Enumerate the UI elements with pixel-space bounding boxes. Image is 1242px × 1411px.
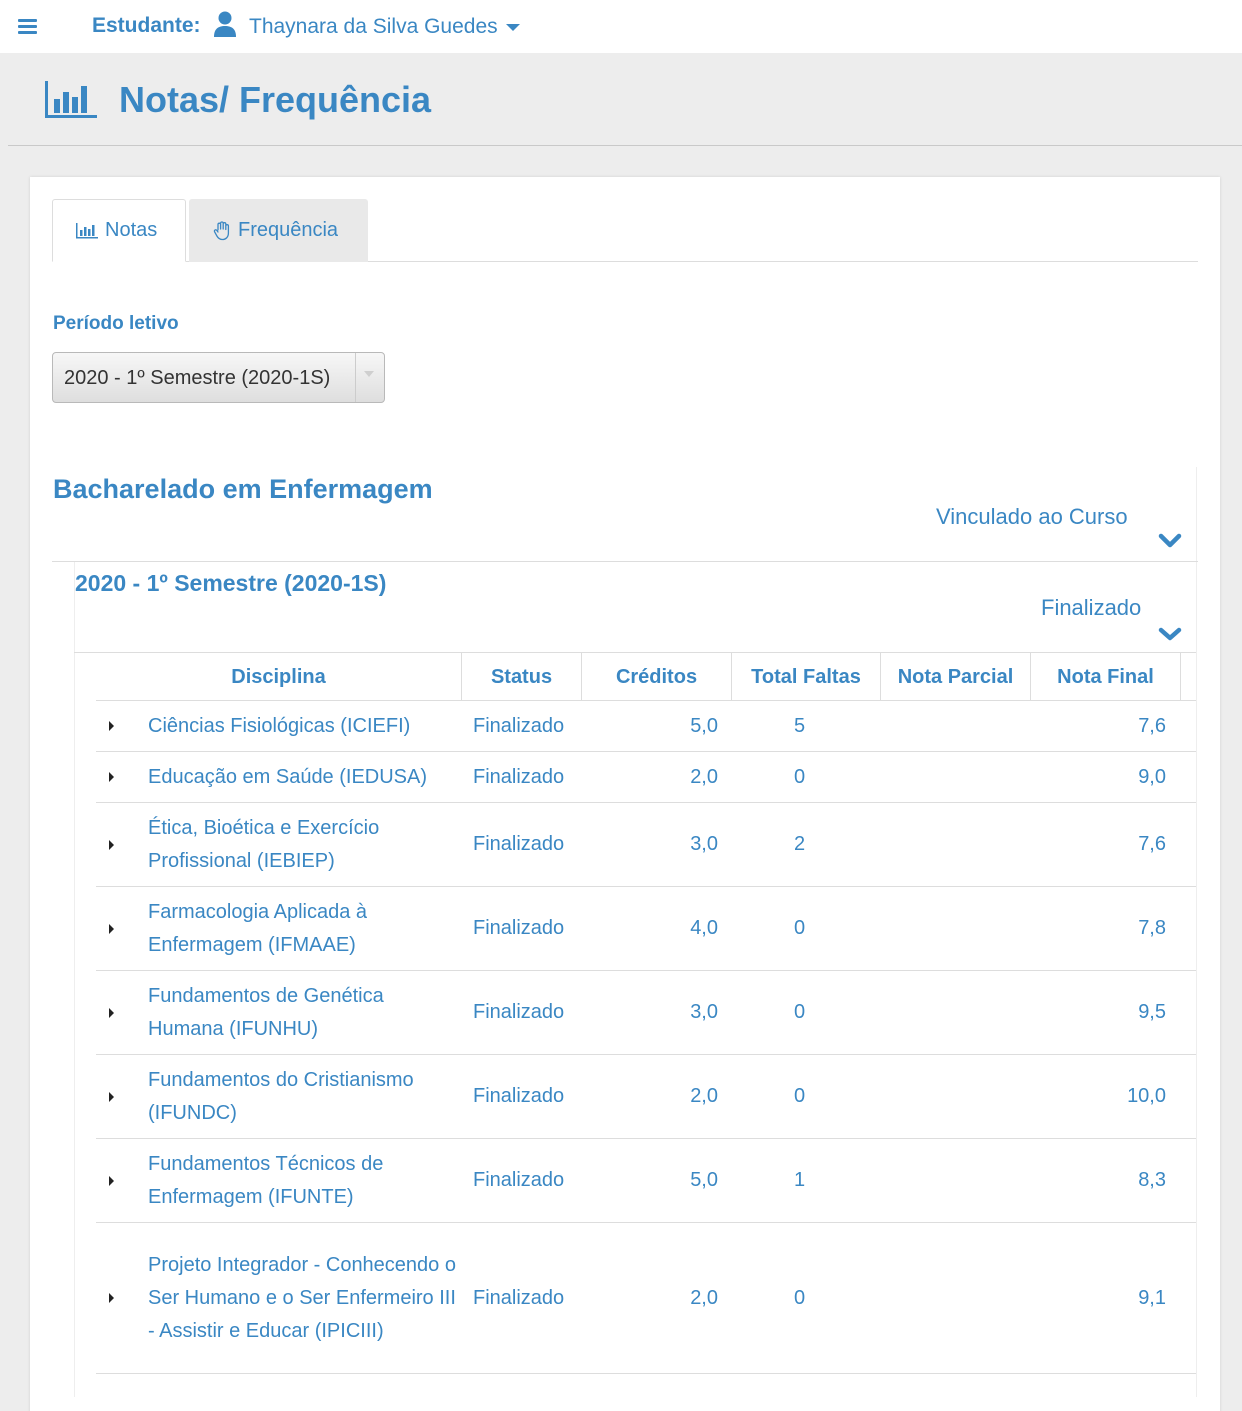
page-title: Notas/ Frequência xyxy=(119,79,432,120)
disciplina-name: Ética, Bioética e Exercício Profissional (IEBIEP) xyxy=(148,816,380,872)
table-row[interactable] xyxy=(96,752,1196,803)
tab-bar xyxy=(52,199,1198,262)
grades-table xyxy=(96,653,1196,1374)
nota-parcial-cell xyxy=(881,1055,1029,1138)
disciplina-cell xyxy=(148,887,460,970)
tab-notas-label: Notas xyxy=(105,219,158,241)
content-card xyxy=(30,177,1220,1411)
header-nota-final[interactable]: Nota Final xyxy=(1031,653,1181,701)
disciplina-cell xyxy=(148,752,460,802)
caret-right-icon[interactable] xyxy=(109,721,114,731)
nota-final-cell: 9,5 xyxy=(1138,1001,1166,1023)
caret-right-icon[interactable] xyxy=(109,1293,114,1303)
top-bar xyxy=(0,0,1242,53)
header-nota-parcial[interactable]: Nota Parcial xyxy=(881,653,1031,701)
disciplina-cell xyxy=(148,1223,460,1373)
chevron-down-icon[interactable] xyxy=(1158,533,1182,549)
bar-chart-icon xyxy=(76,223,99,239)
header-divider xyxy=(8,145,1242,146)
table-row[interactable] xyxy=(96,1055,1196,1139)
table-header xyxy=(96,653,1196,701)
disciplina-cell xyxy=(148,1139,460,1222)
faltas-cell: 0 xyxy=(793,1286,806,1309)
creditos-cell: 5,0 xyxy=(690,1169,718,1191)
faltas-cell: 0 xyxy=(793,1085,806,1107)
student-label: Estudante: xyxy=(92,14,201,37)
faltas-cell: 0 xyxy=(793,765,806,788)
nota-final-cell: 10,0 xyxy=(1127,1085,1166,1107)
disciplina-name: Fundamentos de Genética Humana (IFUNHU) xyxy=(148,984,384,1040)
periodo-letivo-label: Período letivo xyxy=(53,313,179,334)
header-creditos[interactable]: Créditos xyxy=(582,653,732,701)
nota-parcial-cell xyxy=(881,1139,1029,1222)
nota-parcial-cell xyxy=(881,701,1029,751)
status-cell: Finalizado xyxy=(473,1169,565,1191)
disciplina-cell xyxy=(148,803,460,886)
page-header xyxy=(0,53,1242,146)
nota-parcial-cell xyxy=(881,887,1029,970)
course-divider xyxy=(52,561,1198,562)
caret-right-icon[interactable] xyxy=(109,1008,114,1018)
nota-final-cell: 7,6 xyxy=(1138,833,1166,855)
caret-right-icon[interactable] xyxy=(109,840,114,850)
status-cell: Finalizado xyxy=(473,833,565,855)
user-icon xyxy=(213,11,237,38)
caret-right-icon[interactable] xyxy=(109,772,114,782)
chevron-down-icon[interactable] xyxy=(506,24,520,31)
disciplina-cell xyxy=(148,701,460,751)
table-row[interactable] xyxy=(96,971,1196,1055)
nota-final-cell: 7,8 xyxy=(1138,917,1166,939)
creditos-cell: 3,0 xyxy=(690,1001,718,1023)
expand-row-cell[interactable] xyxy=(109,887,117,970)
expand-row-cell[interactable] xyxy=(109,1223,117,1373)
table-row[interactable] xyxy=(96,803,1196,887)
nota-final-cell: 7,6 xyxy=(1138,714,1166,737)
nota-parcial-cell xyxy=(881,752,1029,802)
disciplina-cell xyxy=(148,971,460,1054)
bar-chart-icon xyxy=(44,81,98,119)
creditos-cell: 5,0 xyxy=(690,714,718,737)
course-title: Bacharelado em Enfermagem xyxy=(53,474,433,504)
expand-row-cell[interactable] xyxy=(109,1139,117,1222)
header-disciplina[interactable]: Disciplina xyxy=(96,653,462,701)
student-name-dropdown[interactable]: Thaynara da Silva Guedes xyxy=(249,15,498,38)
table-body xyxy=(96,701,1196,1374)
nota-final-cell: 8,3 xyxy=(1138,1169,1166,1191)
disciplina-name: Farmacologia Aplicada à Enfermagem (IFMAAE) xyxy=(148,900,368,956)
creditos-cell: 2,0 xyxy=(690,1085,718,1107)
chevron-down-icon[interactable] xyxy=(1158,627,1182,642)
semester-box-border xyxy=(74,562,75,1397)
expand-row-cell[interactable] xyxy=(109,803,117,886)
faltas-cell: 1 xyxy=(793,1169,806,1191)
status-cell: Finalizado xyxy=(473,1085,565,1107)
tab-notas[interactable] xyxy=(52,199,186,262)
faltas-cell: 5 xyxy=(793,714,806,737)
periodo-letivo-value: 2020 - 1º Semestre (2020-1S) xyxy=(64,367,331,389)
hamburger-icon[interactable] xyxy=(18,19,37,35)
header-status[interactable]: Status xyxy=(462,653,582,701)
disciplina-name: Fundamentos Técnicos de Enfermagem (IFUNTE) xyxy=(148,1152,384,1208)
disciplina-name: Ciências Fisiológicas (ICIEFI) xyxy=(148,714,411,737)
table-row[interactable] xyxy=(96,1139,1196,1223)
disciplina-name: Projeto Integrador - Conhecendo o Ser Humano e o Ser Enfermeiro III - Assistir e Educar (IPICIII) xyxy=(148,1253,456,1342)
status-cell: Finalizado xyxy=(473,714,565,737)
disciplina-name: Educação em Saúde (IEDUSA) xyxy=(148,765,428,788)
course-status: Vinculado ao Curso xyxy=(936,504,1128,529)
nota-final-cell: 9,0 xyxy=(1138,765,1166,788)
disciplina-cell xyxy=(148,1055,460,1138)
caret-right-icon[interactable] xyxy=(109,1092,114,1102)
faltas-cell: 0 xyxy=(793,917,806,939)
nota-parcial-cell xyxy=(881,1223,1029,1373)
expand-row-cell[interactable] xyxy=(109,971,117,1054)
caret-right-icon[interactable] xyxy=(109,924,114,934)
hand-icon xyxy=(212,221,232,241)
faltas-cell: 2 xyxy=(793,833,806,855)
table-row[interactable] xyxy=(96,1223,1196,1374)
creditos-cell: 4,0 xyxy=(690,917,718,939)
periodo-letivo-select[interactable] xyxy=(52,352,385,403)
semester-status: Finalizado xyxy=(1041,595,1142,620)
select-arrow-icon[interactable] xyxy=(364,371,374,377)
tab-frequencia[interactable] xyxy=(189,199,368,262)
tab-frequencia-label: Frequência xyxy=(238,219,339,241)
expand-row-cell[interactable] xyxy=(109,1055,117,1138)
table-row[interactable] xyxy=(96,701,1196,752)
semester-title: 2020 - 1º Semestre (2020-1S) xyxy=(75,570,387,596)
table-row[interactable] xyxy=(96,887,1196,971)
status-cell: Finalizado xyxy=(473,917,565,939)
nota-parcial-cell xyxy=(881,803,1029,886)
creditos-cell: 2,0 xyxy=(690,765,718,788)
status-cell: Finalizado xyxy=(473,765,565,788)
select-separator xyxy=(355,353,356,402)
status-cell: Finalizado xyxy=(473,1001,565,1023)
status-cell: Finalizado xyxy=(473,1286,565,1309)
course-box-border xyxy=(1196,467,1197,1397)
nota-final-cell: 9,1 xyxy=(1138,1286,1166,1309)
creditos-cell: 3,0 xyxy=(690,833,718,855)
header-total-faltas[interactable]: Total Faltas xyxy=(732,653,881,701)
expand-row-cell[interactable] xyxy=(109,752,117,802)
creditos-cell: 2,0 xyxy=(690,1286,718,1309)
expand-row-cell[interactable] xyxy=(109,701,117,751)
disciplina-name: Fundamentos do Cristianismo (IFUNDC) xyxy=(148,1068,414,1124)
faltas-cell: 0 xyxy=(793,1001,806,1023)
caret-right-icon[interactable] xyxy=(109,1176,114,1186)
nota-parcial-cell xyxy=(881,971,1029,1054)
